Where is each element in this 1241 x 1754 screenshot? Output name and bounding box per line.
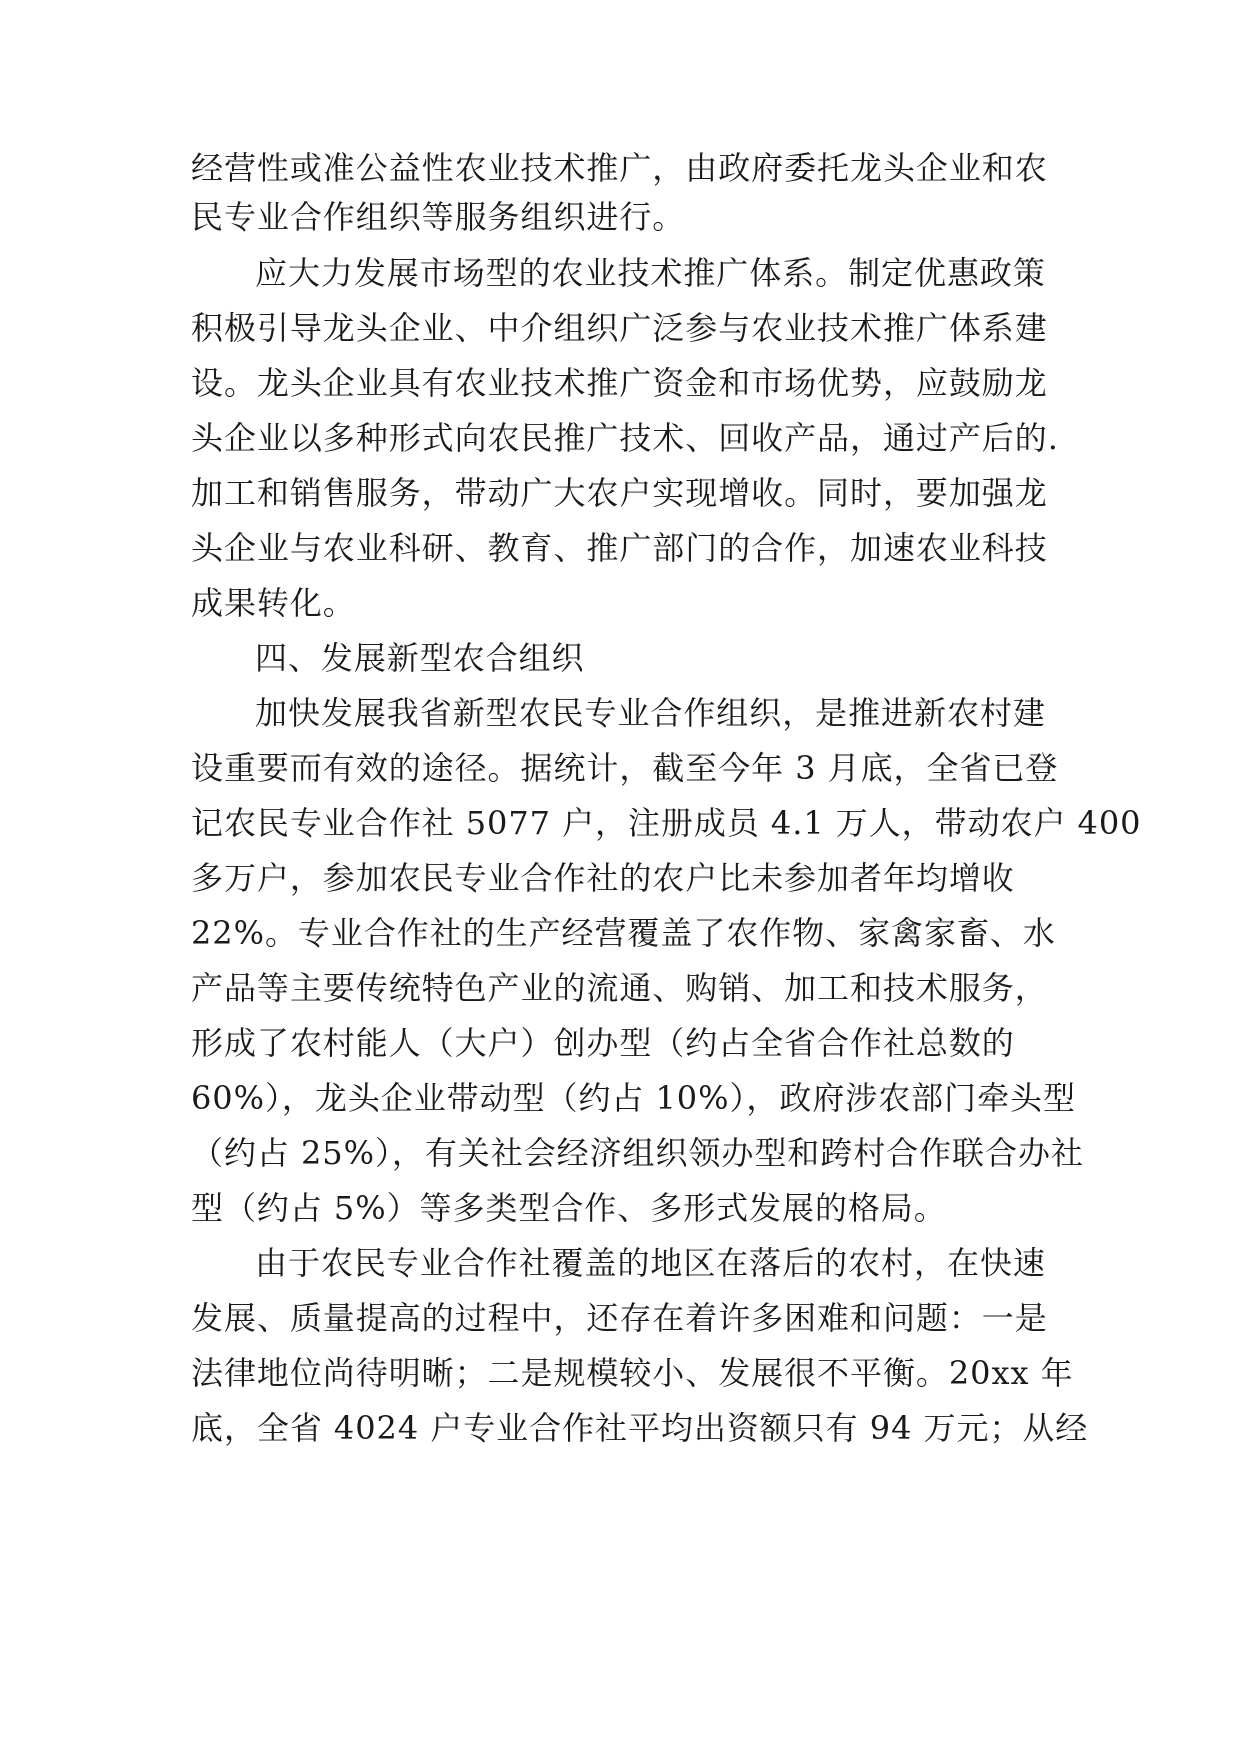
body-text-line: 头企业以多种形式向农民推广技术、回收产品，通过产后的.: [191, 419, 1059, 457]
body-text-line: 产品等主要传统特色产业的流通、购销、加工和技术服务，: [191, 969, 1048, 1007]
paragraph-first-line: 加快发展我省新型农民专业合作组织，是推进新农村建: [255, 694, 1046, 732]
body-text-line: 加工和销售服务，带动广大农户实现增收。同时，要加强龙: [191, 474, 1048, 512]
paragraph-first-line: 应大力发展市场型的农业技术推广体系。制定优惠政策: [255, 254, 1046, 292]
body-text-line: 22%。专业合作社的生产经营覆盖了农作物、家禽家畜、水: [191, 914, 1056, 952]
body-text-line: 法律地位尚待明晰；二是规模较小、发展很不平衡。20xx 年: [191, 1354, 1074, 1392]
paragraph-first-line: 由于农民专业合作社覆盖的地区在落后的农村，在快速: [255, 1244, 1046, 1282]
body-text-line: 底，全省 4024 户专业合作社平均出资额只有 94 万元；从经: [191, 1409, 1089, 1447]
body-text-line: 发展、质量提高的过程中，还存在着许多困难和问题：一是: [191, 1299, 1048, 1337]
section-heading: 四、发展新型农合组织: [255, 639, 585, 677]
body-text-line: 设重要而有效的途径。据统计，截至今年 3 月底，全省已登: [191, 749, 1059, 787]
body-text-line: 形成了农村能人（大户）创办型（约占全省合作社总数的: [191, 1024, 1015, 1062]
body-text-line: 经营性或准公益性农业技术推广，由政府委托龙头企业和农: [191, 149, 1048, 187]
body-text-line: 型（约占 5%）等多类型合作、多形式发展的格局。: [191, 1189, 947, 1227]
body-text-line: 民专业合作组织等服务组织进行。: [191, 198, 686, 236]
body-text-line: 多万户，参加农民专业合作社的农户比未参加者年均增收: [191, 859, 1015, 897]
body-text-line: 记农民专业合作社 5077 户，注册成员 4.1 万人，带动农户 400: [191, 804, 1142, 842]
body-text-line: 积极引导龙头企业、中介组织广泛参与农业技术推广体系建: [191, 309, 1048, 347]
body-text-line: 成果转化。: [191, 584, 356, 622]
body-text-line: 设。龙头企业具有农业技术推广资金和市场优势，应鼓励龙: [191, 364, 1048, 402]
body-text-line: （约占 25%），有关社会经济组织领办型和跨村合作联合办社: [191, 1134, 1084, 1172]
body-text-line: 头企业与农业科研、教育、推广部门的合作，加速农业科技: [191, 529, 1048, 567]
body-text-line: 60%），龙头企业带动型（约占 10%），政府涉农部门牵头型: [191, 1079, 1076, 1117]
